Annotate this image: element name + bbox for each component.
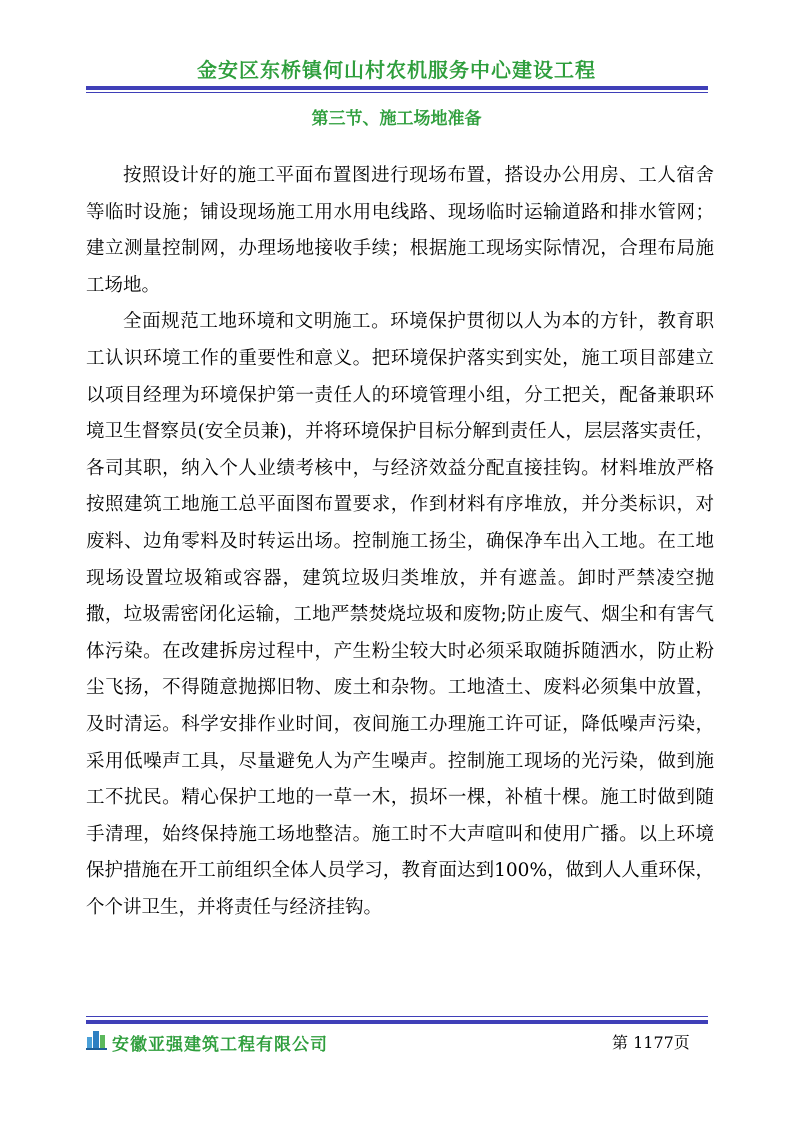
section-title: 第三节、施工场地准备 <box>311 109 482 129</box>
footer-rule-thin <box>86 1016 708 1017</box>
paragraph-2: 全面规范工地环境和文明施工。环境保护贯彻以人为本的方针，教育职工认识环境工作的重要性和意义。把环境保护落实到实处，施工项目部建立以项目经理为环境保护第一责任人的环境管理小组，分工把关，配备兼职环境卫生督察员(安全员兼)，并将环境保护目标分解到责任人，层层落实责任，各司其职，纳入个人业绩考核中，与经济效益分配直接挂钩。材料堆放严格按照建筑工地施工总平面图布置要求，作到材料有序堆放，并分类标识，对废料、边角零料及时转运出场。控制施工扬尘，确保净车出入工地。在工地现场设置垃圾箱或容器，建筑垃圾归类堆放，并有遮盖。卸时严禁凌空抛撒，垃圾需密闭化运输，工地严禁焚烧垃圾和废物;防止废气、烟尘和有害气体污染。在改建拆房过程中，产生粉尘较大时必须采取随拆随洒水，防止粉尘飞扬，不得随意抛掷旧物、废土和杂物。工地渣土、废料必须集中放置，及时清运。科学安排作业时间，夜间施工办理施工许可证，降低噪声污染，采用低噪声工具，尽量避免人为产生噪声。控制施工现场的光污染，做到施工不扰民。精心保护工地的一草一木，损坏一棵，补植十棵。施工时做到随手清理，始终保持施工场地整洁。施工时不大声喧叫和使用广播。以上环境保护措施在开工前组织全体人员学习，教育面达到100%，做到人人重环保，个个讲卫生，并将责任与经济挂钩。 <box>86 311 714 918</box>
footer-rule-thick <box>86 1020 708 1024</box>
header-rule-thin <box>86 92 708 93</box>
building-logo-icon <box>86 1028 108 1050</box>
header-rule-thick <box>86 86 708 90</box>
page-number: 第 1177页 <box>612 1033 690 1052</box>
document-header-title: 金安区东桥镇何山村农机服务中心建设工程 <box>197 58 596 82</box>
body-text <box>86 158 714 926</box>
company-name: 安徽亚强建筑工程有限公司 <box>112 1035 328 1055</box>
paragraph-1: 按照设计好的施工平面布置图进行现场布置，搭设办公用房、工人宿舍等临时设施；铺设现场施工用水用电线路、现场临时运输道路和排水管网；建立测量控制网，办理场地接收手续；根据施工现场实际情况，合理布局施工场地。 <box>86 165 714 296</box>
